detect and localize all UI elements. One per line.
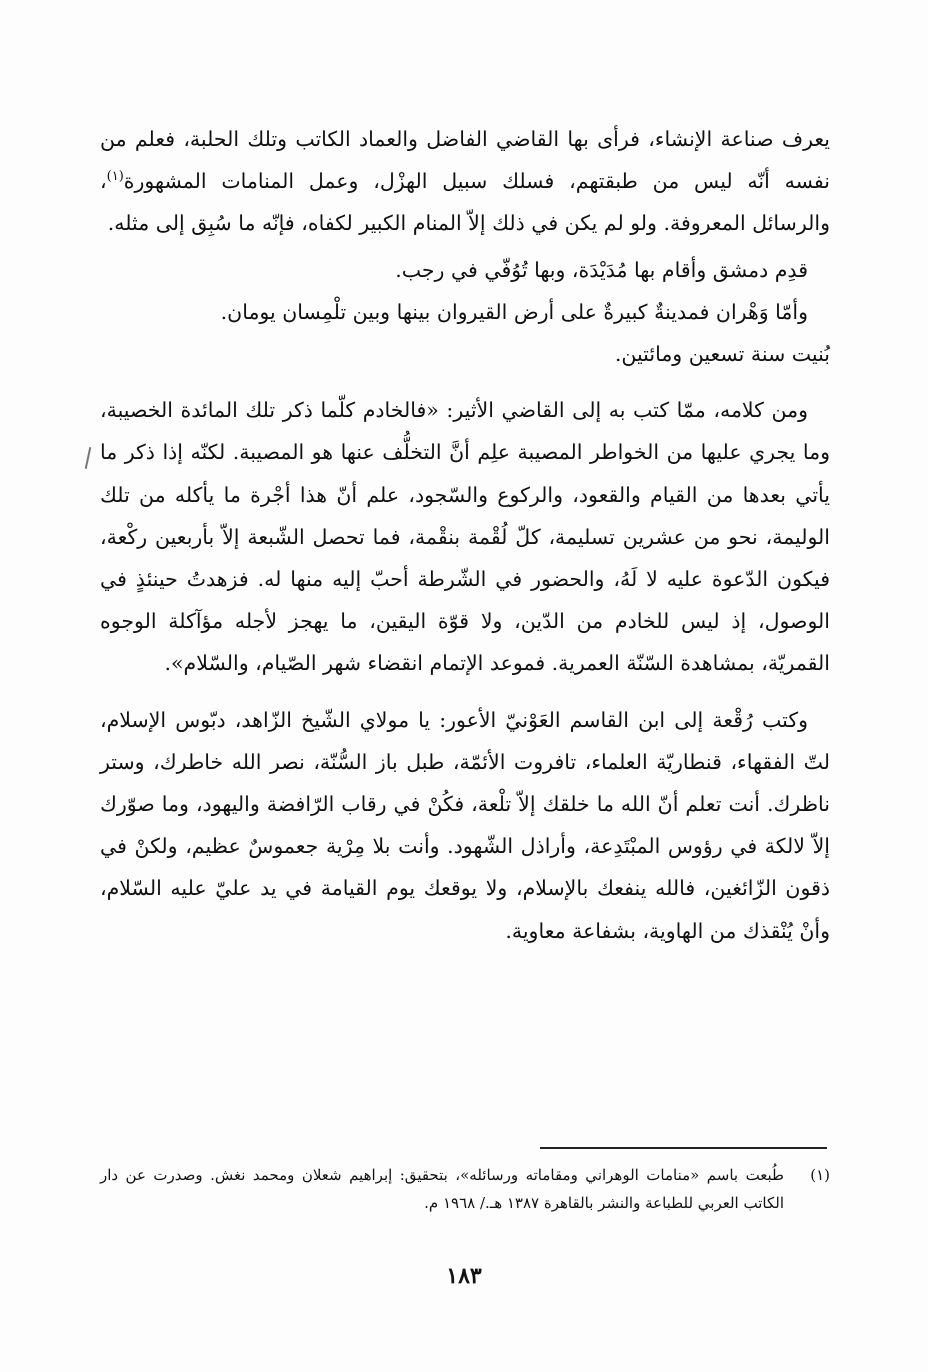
footnote-divider (540, 1147, 827, 1149)
footnote-number: (١) (810, 1166, 830, 1184)
paragraph-1-text-b: ، والرسائل المعروفة. ولو لم يكن في ذلك إلاّ المنام الكبير لكفاه، فإنّه ما سُبِق إلى مثله. (100, 169, 830, 236)
footnote-reference[interactable]: (١) (106, 169, 124, 185)
paragraph-2: قدِم دمشق وأقام بها مُدَيْدَة، وبها تُوُفّي في رجب. (395, 257, 808, 282)
paragraph-3: وأمّا وَهْران فمدينةٌ كبيرةٌ على أرض القيروان بينها وبين تلْمِسان يومان. (220, 299, 808, 324)
footnote (100, 1161, 830, 1217)
margin-mark (85, 447, 92, 469)
paragraph-6: وكتب رُقْعة إلى ابن القاسم العَوْنيّ الأعور: يا مولاي الشّيخ الزّاهد، دبّوس الإسلام، لتّ الفقهاء، قنطاريّة العلماء، تافروت الأئمّة، طبل باز السُّنّة، نصر الله خاطرك، وستر ناظرك. أنت تعلم أنّ الله ما خلقك إلاّ تلْعة، فكُنْ في رقاب الرّافضة واليهود، وما صوّرك إلاّ لالكة في رؤوس المبْتَدِعة، وأراذل الشّهود. وأنت بلا مِرْية جعموسٌ عظيم، ولكنْ في ذقون الزّائغين، فالله ينفعك بالإسلام، ولا يوقعك يوم القيامة في يد عليّ عليه السّلام، وأنْ يُنْقذك من الهاوية، بشفاعة معاوية. (100, 707, 830, 943)
paragraph-1 (100, 118, 830, 245)
paragraph-1-text-a: يعرف صناعة الإنشاء، فرأى بها القاضي الفاضل والعماد الكاتب وتلك الحلبة، فعلم من نفسه أنّه ليس من طبقتهم، فسلك سبيل الهزْل، وعمل المنامات المشهورة (100, 127, 830, 194)
body-text (100, 118, 830, 952)
footnote-text: طُبعت باسم «منامات الوهراني ومقاماته ورسائله»، بتحقيق: إبراهيم شعلان ومحمد نغش. وصدرت عن دار الكاتب العربي للطباعة والنشر بالقاهرة ١٣٨٧ هـ./ ١٩٦٨ م. (100, 1166, 784, 1212)
paragraph-5: ومن كلامه، ممّا كتب به إلى القاضي الأثير: «فالخادم كلّما ذكر تلك المائدة الخصيبة، وما يجري عليها من الخواطر المصيبة علِم أنَّ التخلُّف عنها هو المصيبة. لكنّه إذا ذكر ما يأتي بعدها من القيام والقعود، والركوع والسّجود، علم أنّ هذا أجْرة ما يأكله من تلك الوليمة، نحو من عشرين تسليمة، كلّ لُقْمة بنقْمة، فما تحصل الشّبعة إلاّ بأربعين ركْعة، فيكون الدّعوة عليه لا لَهُ، والحضور في الشّرطة أحبّ إليه منها له. فزهدتُ حينئذٍ في الوصول، إذ ليس للخادم من الدّين، ولا قوّة اليقين، ما يهجز لأجله مؤآكلة الوجوه القمريّة، بمشاهدة السّنّة العمرية. فموعد الإتمام انقضاء شهر الصّيام، والسّلام». (100, 398, 830, 676)
paragraph-4: بُنيت سنة تسعين ومائتين. (614, 342, 830, 367)
page-number: ١٨٣ (446, 1263, 482, 1289)
